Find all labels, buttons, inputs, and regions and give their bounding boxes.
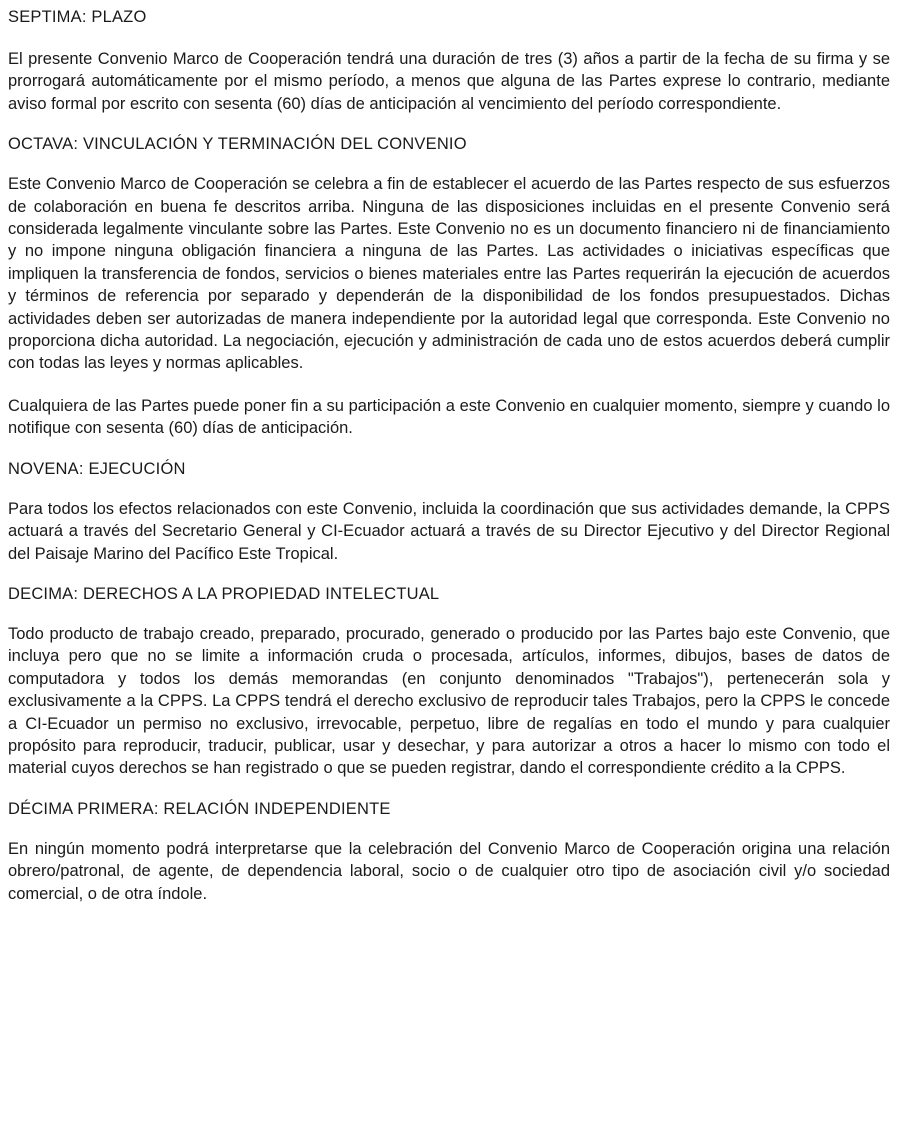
paragraph-terminacion: Cualquiera de las Partes puede poner fin a su participación a este Convenio en cualquier momento, siempre y cuando lo notifique con sesenta (60) días de anticipación. [8,396,890,438]
paragraph-relacion-independiente: En ningún momento podrá interpretarse que la celebración del Convenio Marco de Cooperación origina una relación obrero/patronal, de agente, de dependencia laboral, socio o de cualquier otro tipo de asociación civil y/o sociedad comercial, o de otra índole. [8,839,890,903]
section-title-decima: DECIMA: DERECHOS A LA PROPIEDAD INTELECTUAL [8,584,440,603]
section-title-septima: SEPTIMA: PLAZO [8,8,147,26]
section-title-decima-primera: DÉCIMA PRIMERA: RELACIÓN INDEPENDIENTE [8,799,391,818]
section-title-novena: NOVENA: EJECUCIÓN [8,459,186,478]
section-title-octava: OCTAVA: VINCULACIÓN Y TERMINACIÓN DEL CONVENIO [8,135,467,154]
paragraph-propiedad-intelectual: Todo producto de trabajo creado, preparado, procurado, generado o producido por las Partes bajo este Convenio, que incluya pero que no se limite a información cruda o procesada, artículos, informes, dibujos, bases de datos de computadora y todos los demás memorandas (en conjunto denominados "Trabajos"), pertenecerán sola y exclusivamente a la CPPS. La CPPS tendrá el derecho exclusivo de reproducir tales Trabajos, pero la CPPS le concede a CI-Ecuador un permiso no exclusivo, irrevocable, perpetuo, libre de regalías en todo el mundo y para cualquier propósito para reproducir, traducir, publicar, usar y desechar, y para autorizar a otros a hacer lo mismo con todo el material cuyos derechos se han registrado o que se pueden registrar, dando el correspondiente crédito a la CPPS. [8,624,890,778]
paragraph-vinculacion: Este Convenio Marco de Cooperación se celebra a fin de establecer el acuerdo de las Partes respecto de sus esfuerzos de colaboración en buena fe descritos arriba. Ninguna de las disposiciones incluidas en el presente Convenio será considerada legalmente vinculante sobre las Partes. Este Convenio no es un documento financiero ni de financiamiento y no impone ninguna obligación financiera a ninguna de las Partes. Las actividades o iniciativas específicas que impliquen la transferencia de fondos, servicios o bienes materiales entre las Partes requerirán la ejecución de acuerdos y términos de referencia por separado y dependerán de la disponibilidad de los fondos presupuestados. Dichas actividades deben ser autorizadas de manera independiente por la autoridad legal que corresponda. Este Convenio no proporciona dicha autoridad. La negociación, ejecución y administración de cada uno de estos acuerdos deberá cumplir con todas las leyes y normas aplicables. [8,175,890,373]
paragraph-plazo: El presente Convenio Marco de Cooperación tendrá una duración de tres (3) años a partir de la fecha de su firma y se prorrogará automáticamente por el mismo período, a menos que alguna de las Partes exprese lo contrario, mediante aviso formal por escrito con sesenta (60) días de anticipación al vencimiento del período correspondiente. [8,50,890,113]
paragraph-ejecucion: Para todos los efectos relacionados con este Convenio, incluida la coordinación que sus actividades demande, la CPPS actuará a través del Secretario General y CI-Ecuador actuará a través de su Director Ejecutivo y del Director Regional del Paisaje Marino del Pacífico Este Tropical. [8,499,890,563]
